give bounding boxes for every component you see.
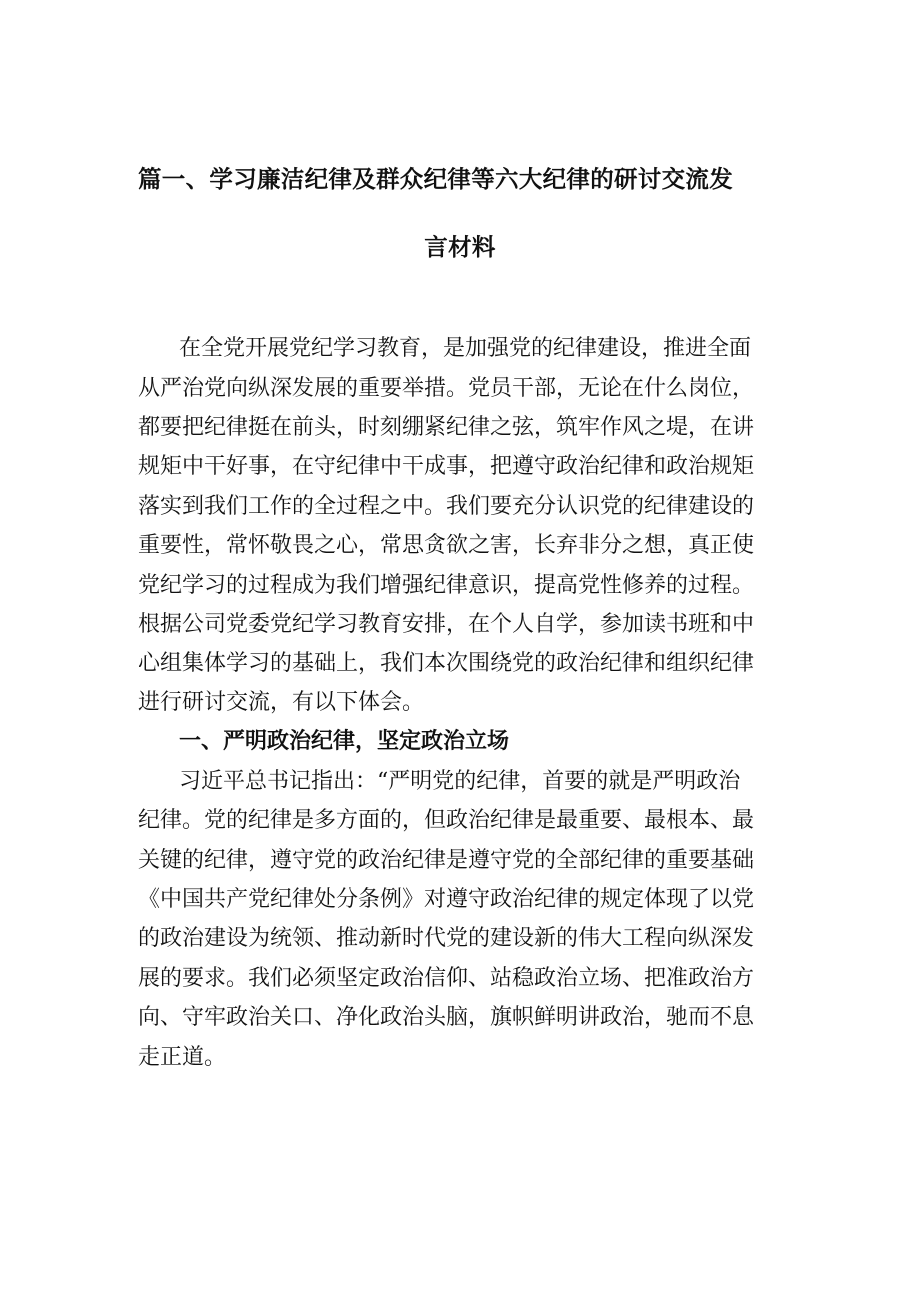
paragraph-2-line-3: 关键的纪律，遵守党的政治纪律是遵守党的全部纪律的重要基础 (138, 848, 755, 873)
paragraph-1-line-10: 进行研讨交流，有以下体会。 (138, 690, 425, 715)
paragraph-1-line-1: 在全党开展党纪学习教育，是加强党的纪律建设，推进全面 (179, 336, 752, 361)
section-1-heading: 一、严明政治纪律，坚定政治立场 (179, 729, 510, 754)
document-title-line-2: 言材料 (424, 233, 496, 261)
paragraph-1-line-3: 都要把纪律挺在前头，时刻绷紧纪律之弦，筑牢作风之堤，在讲 (138, 415, 755, 440)
paragraph-1-line-9: 心组集体学习的基础上，我们本次围绕党的政治纪律和组织纪律 (138, 651, 755, 676)
paragraph-2-line-5: 的政治建设为统领、推动新时代党的建设新的伟大工程向纵深发 (138, 926, 755, 951)
paragraph-1-line-8: 根据公司党委党纪学习教育安排，在个人自学，参加读书班和中 (138, 612, 755, 637)
paragraph-2-line-4: 《中国共产党纪律处分条例》对遵守政治纪律的规定体现了以党 (138, 887, 755, 912)
paragraph-2-line-7: 向、守牢政治关口、净化政治头脑，旗帜鲜明讲政治，驰而不息 (138, 1005, 755, 1030)
paragraph-1-line-7: 党纪学习的过程成为我们增强纪律意识，提高党性修养的过程。 (138, 573, 755, 598)
paragraph-2-line-2: 纪律。党的纪律是多方面的，但政治纪律是最重要、最根本、最 (138, 808, 755, 833)
paragraph-2-line-1: 习近平总书记指出：“严明党的纪律，首要的就是严明政治 (179, 769, 741, 794)
paragraph-1-line-5: 落实到我们工作的全过程之中。我们要充分认识党的纪律建设的 (138, 494, 755, 519)
paragraph-2-line-6: 展的要求。我们必须坚定政治信仰、站稳政治立场、把准政治方 (138, 966, 755, 991)
paragraph-2-line-8: 走正道。 (138, 1045, 227, 1070)
paragraph-1-line-4: 规矩中干好事，在守纪律中干成事，把遵守政治纪律和政治规矩 (138, 454, 755, 479)
paragraph-1-line-2: 从严治党向纵深发展的重要举措。党员干部，无论在什么岗位， (138, 376, 755, 401)
paragraph-1-line-6: 重要性，常怀敬畏之心，常思贪欲之害，长弃非分之想，真正使 (138, 533, 755, 558)
document-title-line-1: 篇一、学习廉洁纪律及群众纪律等六大纪律的研讨交流发 (138, 165, 733, 193)
